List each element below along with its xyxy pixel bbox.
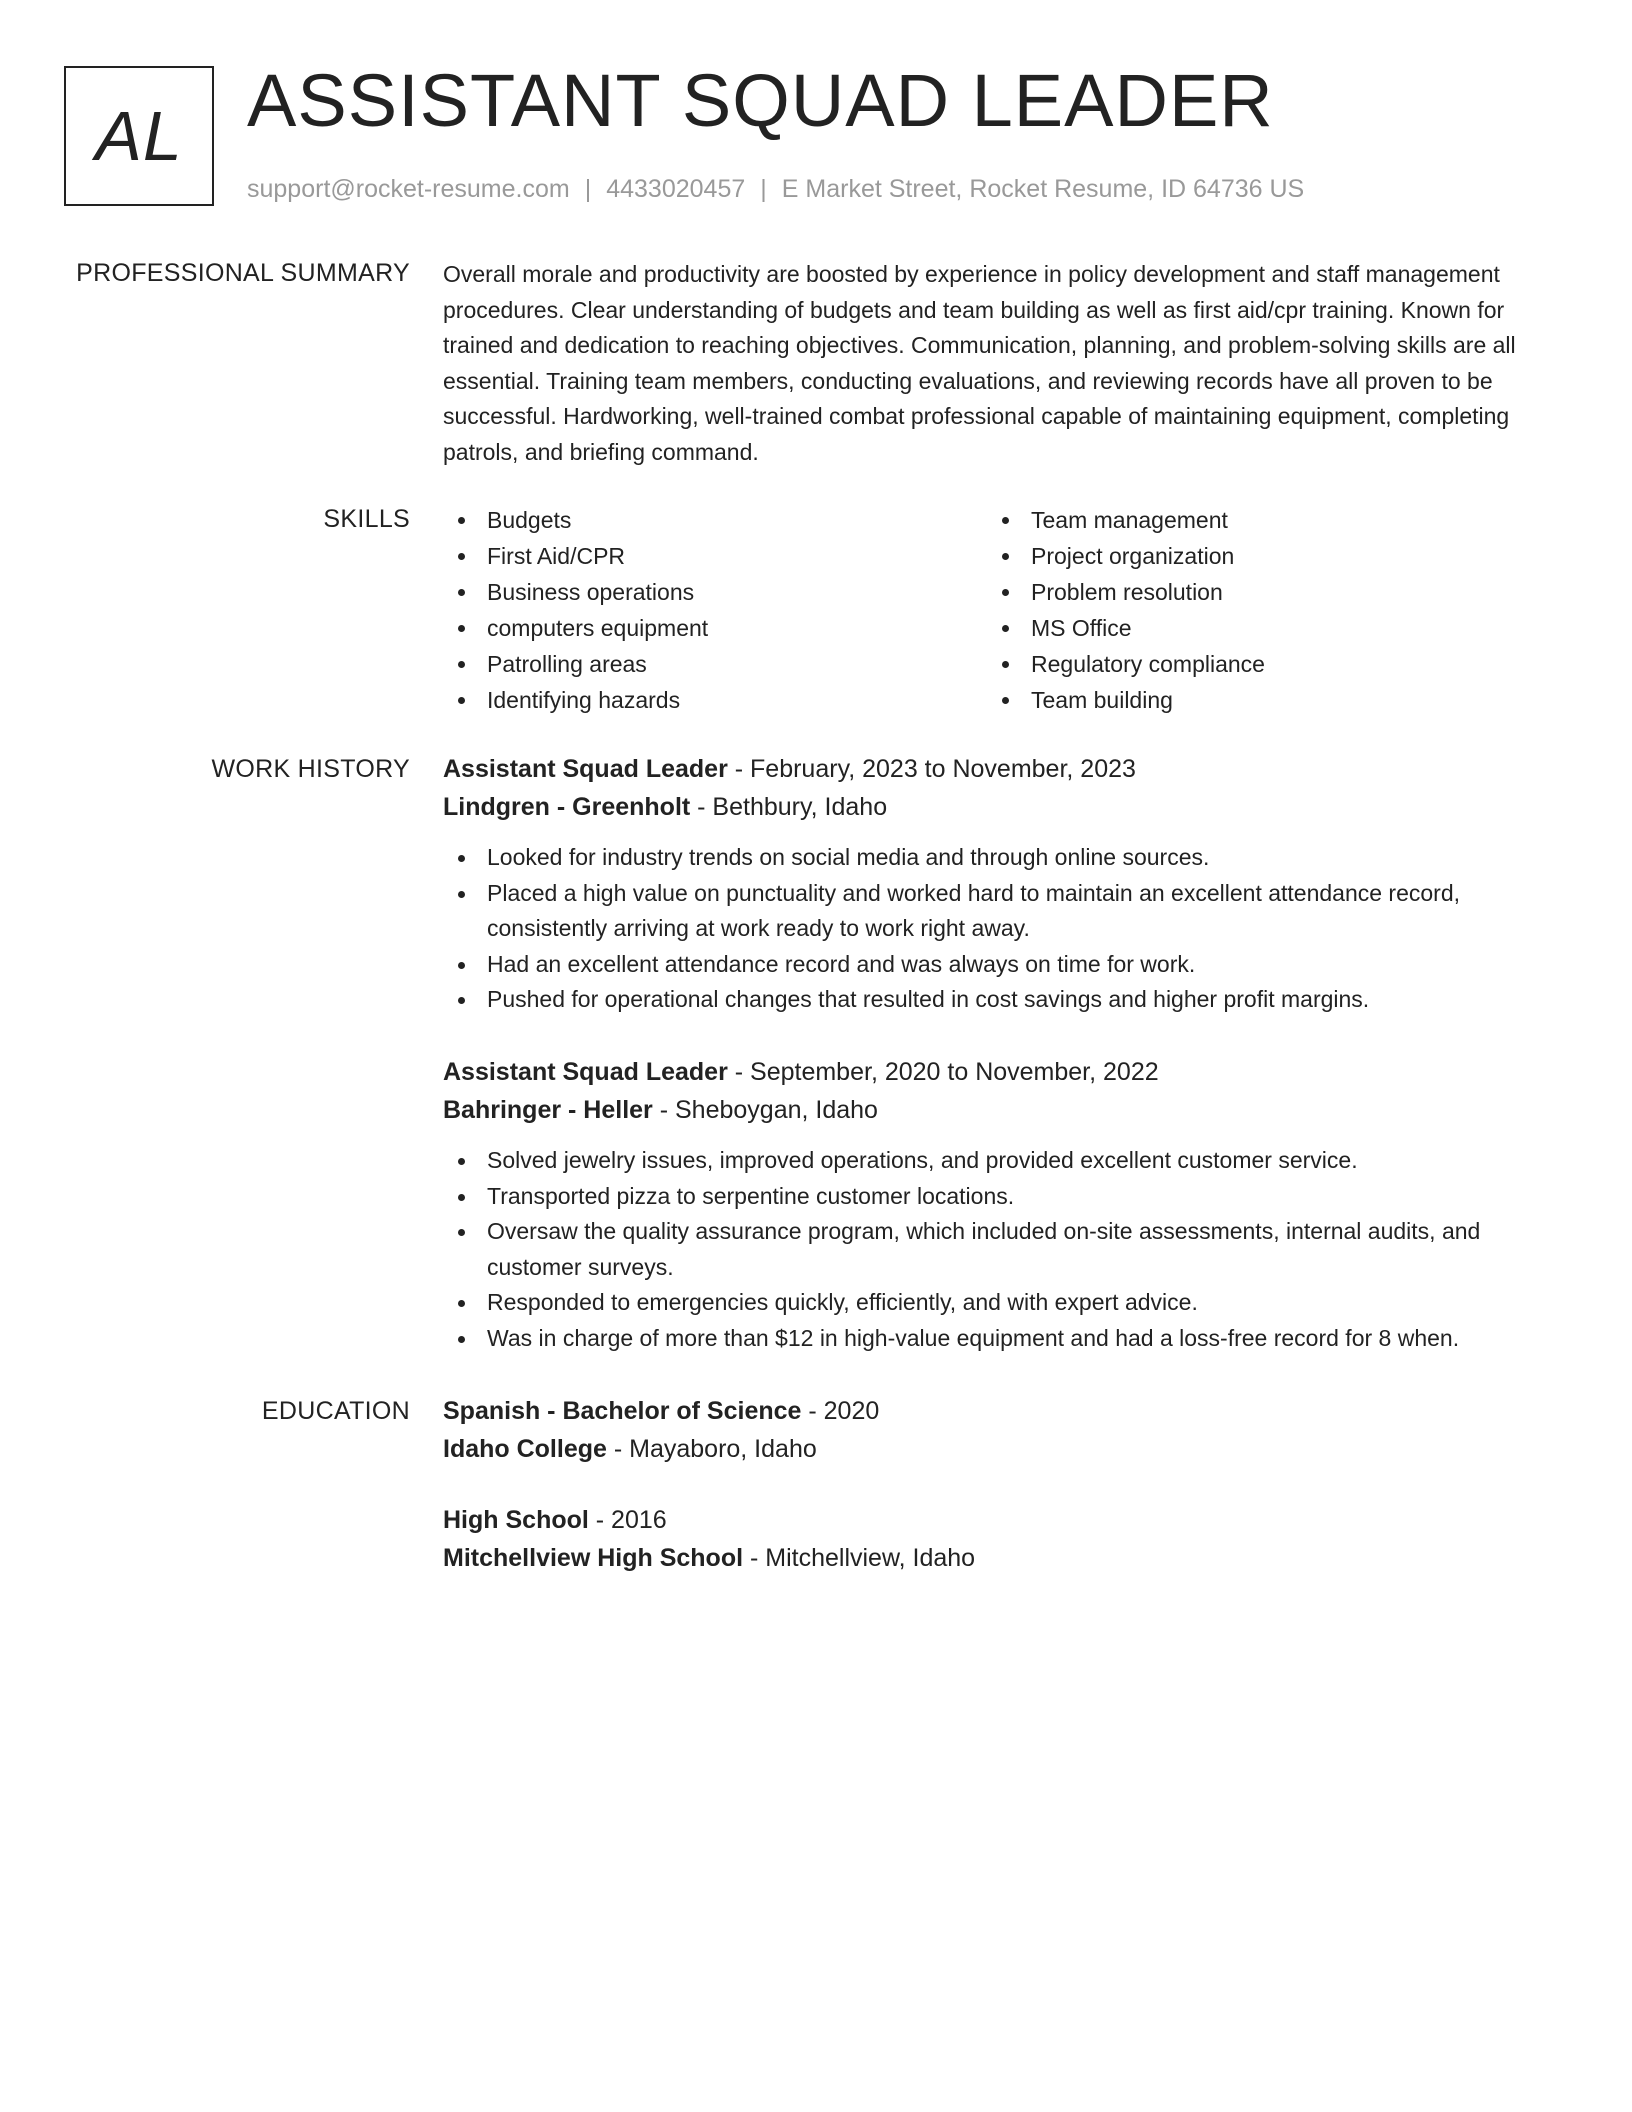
- contact-address: E Market Street, Rocket Resume, ID 64736 US: [781, 175, 1305, 203]
- job-bullet: [443, 947, 1563, 983]
- job-bullet: [443, 1214, 1563, 1285]
- bullet-icon: [458, 997, 465, 1004]
- skill-item: [443, 502, 708, 538]
- bullet-icon: [458, 553, 465, 560]
- job-location: - Sheboygan, Idaho: [652, 1096, 878, 1124]
- bullet-icon: [1002, 517, 1009, 524]
- skill-item: [987, 502, 1265, 538]
- job-entry: [443, 750, 1563, 1018]
- job-bullet-text: Solved jewelry issues, improved operations, and provided excellent customer service.: [487, 1147, 1358, 1173]
- monogram-box: [64, 66, 214, 206]
- skill-item: [443, 538, 708, 574]
- skill-item: [987, 682, 1265, 718]
- education-degree: High School: [443, 1506, 589, 1534]
- job-bullet-list: [443, 840, 1563, 1018]
- job-bullet-text: Transported pizza to serpentine customer locations.: [487, 1182, 1015, 1209]
- skill-item: [443, 574, 708, 610]
- skills-column-left: [443, 502, 708, 718]
- job-bullet-text: Pushed for operational changes that resulted in cost savings and higher profit margins.: [487, 986, 1370, 1012]
- bullet-icon: [458, 625, 465, 632]
- bullet-icon: [458, 855, 465, 862]
- bullet-icon: [458, 1336, 465, 1343]
- skill-item: [443, 610, 708, 646]
- skill-item: [987, 574, 1265, 610]
- job-bullet-text: Had an excellent attendance record and was always on time for work.: [487, 950, 1196, 977]
- bullet-icon: [1002, 625, 1009, 632]
- skill-item: [987, 646, 1265, 682]
- job-bullet-text: Oversaw the quality assurance program, which included on-site assessments, internal audits, and customer surveys.: [487, 1218, 1481, 1280]
- bullet-icon: [458, 891, 465, 898]
- bullet-icon: [458, 1158, 465, 1165]
- skill-label: Identifying hazards: [487, 687, 681, 713]
- skill-label: computers equipment: [487, 615, 709, 641]
- skill-item: [443, 682, 708, 718]
- education-year: - 2020: [801, 1397, 880, 1425]
- skill-label: Patrolling areas: [487, 651, 647, 677]
- education-entry: [443, 1501, 1563, 1577]
- skill-label: Business operations: [487, 579, 695, 605]
- summary-text: Overall morale and productivity are boosted by experience in policy development and staff management procedures. Clear understanding of budgets and team building as well as first aid/cpr training. Known for trained and dedication to reaching objectives. Communication, planning, and problem-solving skills are all essential. Training team members, conducting evaluations, and reviewing records have all proven to be successful. Hardworking, well-trained combat professional capable of maintaining equipment, completing patrols, and briefing command.: [443, 261, 1516, 465]
- bullet-icon: [458, 1194, 465, 1201]
- bullet-icon: [1002, 661, 1009, 668]
- bullet-icon: [1002, 589, 1009, 596]
- job-bullet-text: Responded to emergencies quickly, efficiently, and with expert advice.: [487, 1289, 1198, 1315]
- bullet-icon: [458, 1300, 465, 1307]
- job-title-line: [443, 750, 1563, 788]
- skill-label: First Aid/CPR: [487, 543, 626, 569]
- resume-title: ASSISTANT SQUAD LEADER: [247, 59, 1274, 142]
- bullet-icon: [458, 661, 465, 668]
- education-degree: Spanish - Bachelor of Science: [443, 1397, 802, 1425]
- bullet-icon: [1002, 553, 1009, 560]
- education-location: - Mitchellview, Idaho: [743, 1544, 976, 1572]
- job-bullet: [443, 1179, 1563, 1215]
- job-bullet: [443, 1285, 1563, 1321]
- job-bullet: [443, 840, 1563, 876]
- job-bullet-text: Looked for industry trends on social media and through online sources.: [487, 844, 1210, 870]
- skill-item: [987, 538, 1265, 574]
- skill-label: Regulatory compliance: [1031, 651, 1265, 677]
- contact-line: [247, 172, 1304, 206]
- contact-phone[interactable]: 4433020457: [606, 175, 746, 203]
- skill-label: Team building: [1031, 687, 1173, 713]
- job-dates: - February, 2023 to November, 2023: [727, 755, 1136, 783]
- skill-label: Team management: [1031, 507, 1228, 533]
- section-label-skills: SKILLS: [323, 505, 410, 533]
- bullet-icon: [458, 517, 465, 524]
- education-school-line: [443, 1539, 1563, 1577]
- job-bullet-list: [443, 1143, 1563, 1356]
- education-school-line: [443, 1430, 1563, 1468]
- education-location: - Mayaboro, Idaho: [606, 1435, 817, 1463]
- job-bullet: [443, 876, 1563, 947]
- skills-column-right: [987, 502, 1265, 718]
- bullet-icon: [458, 697, 465, 704]
- bullet-icon: [1002, 697, 1009, 704]
- job-bullet: [443, 1321, 1563, 1357]
- contact-separator: |: [584, 175, 592, 203]
- skill-label: Problem resolution: [1031, 579, 1223, 605]
- skill-label: Project organization: [1031, 543, 1235, 569]
- monogram-initials: AL: [95, 97, 183, 175]
- education-entry: [443, 1392, 1563, 1468]
- bullet-icon: [458, 589, 465, 596]
- job-bullet-text: Placed a high value on punctuality and worked hard to maintain an excellent attendance record, consistently arriving at work ready to work right away.: [487, 879, 1461, 941]
- skill-label: MS Office: [1031, 615, 1132, 641]
- job-dates: - September, 2020 to November, 2022: [727, 1058, 1159, 1086]
- section-label-education: EDUCATION: [261, 1397, 410, 1425]
- bullet-icon: [458, 962, 465, 969]
- job-bullet: [443, 982, 1563, 1018]
- education-school: Mitchellview High School: [443, 1544, 744, 1572]
- contact-email[interactable]: support@rocket-resume.com: [247, 175, 570, 203]
- job-entry: [443, 1053, 1563, 1356]
- skill-item: [443, 646, 708, 682]
- section-label-summary: PROFESSIONAL SUMMARY: [76, 259, 410, 287]
- job-title-line: [443, 1053, 1563, 1091]
- job-title: Assistant Squad Leader: [443, 755, 728, 783]
- education-degree-line: [443, 1501, 1563, 1539]
- skill-label: Budgets: [487, 507, 572, 533]
- contact-separator: |: [760, 175, 767, 203]
- education-degree-line: [443, 1392, 1563, 1430]
- job-company: Bahringer - Heller: [443, 1096, 653, 1124]
- job-company-line: [443, 1091, 1563, 1129]
- education-school: Idaho College: [443, 1435, 607, 1463]
- bullet-icon: [458, 1229, 465, 1236]
- job-location: - Bethbury, Idaho: [690, 793, 888, 821]
- job-bullet: [443, 1143, 1563, 1179]
- skill-item: [987, 610, 1265, 646]
- job-company: Lindgren - Greenholt: [443, 793, 691, 821]
- job-title: Assistant Squad Leader: [443, 1058, 728, 1086]
- job-company-line: [443, 788, 1563, 826]
- section-label-work: WORK HISTORY: [211, 755, 410, 783]
- education-year: - 2016: [588, 1506, 667, 1534]
- job-bullet-text: Was in charge of more than $12 in high-value equipment and had a loss-free record for 8 when.: [487, 1324, 1460, 1351]
